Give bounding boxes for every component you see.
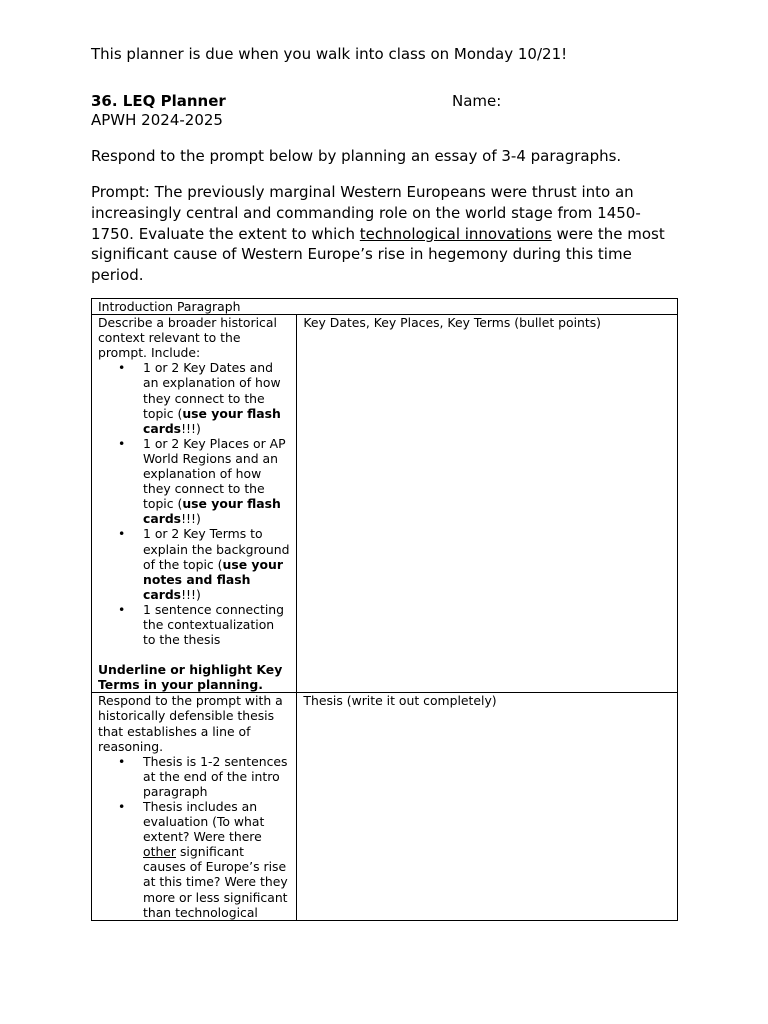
bullet-text: 1 or 2 Key Places or AP World Regions and an explanation of how they connect to the topic ( [143,435,286,512]
bullet-tail-text: !!!) [181,511,201,527]
thesis-bullet: • Thesis is 1-2 sentences at the end of the intro paragraph [143,754,290,799]
bullet-text: 1 or 2 Key Terms to explain the background of the topic ( [143,526,290,572]
bullet-underlined-word: other [143,844,177,860]
context-bullet [143,436,290,527]
bullet-bold-text: use your notes and flash cards [143,556,283,602]
context-lead: Describe a broader historical context relevant to the prompt. Include: [98,315,277,361]
thesis-instructions-cell [92,693,297,920]
instructions: Respond to the prompt below by planning an essay of 3-4 paragraphs. [91,147,622,165]
bullet-bold-text: use your flash cards [143,496,281,527]
prompt-text-start: Prompt: The previously marginal Western Europeans were thrust into an increasingly central and commanding role on the world stage from 1450-1750. Evaluate the extent to which [91,183,641,243]
prompt-underlined-term: technological innovations [359,224,552,243]
thesis-bullet-list [98,754,290,920]
bullet-tail-text: significant causes of Europe’s rise at this time? Were they more or less significant than technological [143,844,288,920]
planner-header [91,91,681,111]
bullet-tail-text: !!!) [181,420,201,436]
intro-heading-cell: Introduction Paragraph [92,299,678,315]
bullet-text: Thesis includes an evaluation (To what extent? Were there [143,799,265,845]
context-bullet [143,360,290,435]
prompt-text [91,182,677,286]
thesis-write-cell[interactable]: Thesis (write it out completely) [297,693,678,920]
planner-table [91,298,678,921]
context-bullet [143,526,290,601]
bullet-bold-text: use your flash cards [143,405,281,436]
context-bullet [143,602,290,647]
context-bullet-list [98,360,290,647]
context-instructions-cell [92,315,297,693]
key-terms-note: Underline or highlight Key Terms in your planning. [98,662,283,693]
course-label: APWH 2024-2025 [91,111,223,129]
thesis-lead: Respond to the prompt with a historically defensible thesis that establishes a line of reasoning. [98,693,283,754]
due-notice: This planner is due when you walk into class on Monday 10/21! [91,45,568,63]
thesis-bullet [143,799,290,920]
bullet-text: 1 or 2 Key Dates and an explanation of how they connect to the topic ( [143,360,281,421]
planner-title: 36. LEQ Planner [91,92,226,110]
name-label: Name: [452,92,502,110]
context-row [92,315,678,693]
bullet-text: 1 sentence connecting the contextualization to the thesis [143,601,285,648]
bullet-tail-text: !!!) [181,586,201,602]
intro-heading-row [92,299,678,315]
thesis-row [92,693,678,920]
prompt-text-end: were the most significant cause of Western Europe’s rise in hegemony during this time period. [91,224,665,285]
key-dates-places-terms-cell[interactable]: Key Dates, Key Places, Key Terms (bullet points) [297,315,678,693]
